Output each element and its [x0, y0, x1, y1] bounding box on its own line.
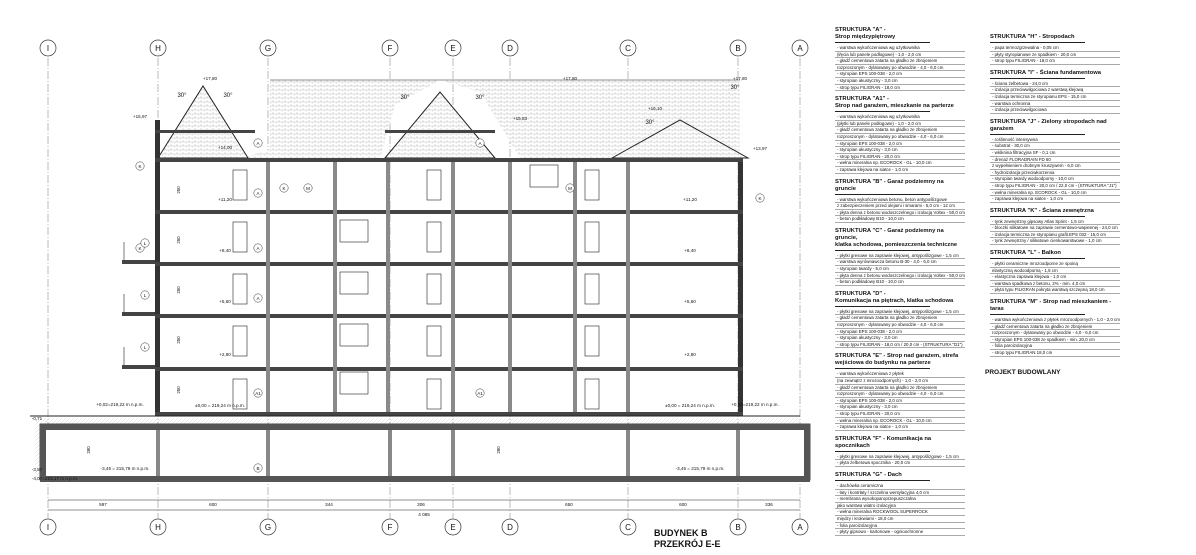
structure-tag: K — [138, 164, 142, 169]
structure-layer: - gładź cementowa zatarta na gładko ze zbrojeniem — [835, 58, 965, 65]
structure-tag: A — [256, 246, 260, 251]
dimension-label: 650 — [565, 502, 573, 507]
structure-tag: K — [758, 196, 762, 201]
floor-slab — [155, 367, 743, 371]
basement-column — [266, 430, 270, 476]
structure-layer: rozproszonym - dylatowany po obwodzie - 4,0 - 6,0 cm — [835, 65, 965, 72]
roof-angle: 30° — [177, 93, 187, 99]
title-underline — [835, 451, 930, 452]
structure-layer: (na zewnątrz z mrozoodpornych) - 1,0 - 2,0 cm — [835, 378, 965, 385]
structure-spec — [990, 34, 1120, 65]
structure-layer: - styropian akustyczny - 3,0 cm — [835, 147, 965, 154]
legend-column-2 — [990, 34, 1120, 362]
structure-tag: K — [282, 186, 286, 191]
interior-wall — [386, 162, 390, 412]
structure-layer: - warstwa wykończeniowa z płytek mrozoodpornych - 1,0 - 2,0 cm — [992, 317, 1120, 323]
structure-layer: między i krokwiami - 18,0 cm — [835, 516, 965, 523]
basement-column — [156, 430, 160, 476]
structure-layer: - strop typu FILIGRAN - 20,0 cm — [835, 411, 965, 418]
level-mark: -3,57 — [31, 467, 43, 472]
structure-tag: L — [143, 241, 147, 246]
title-underline — [835, 306, 930, 307]
structure-layer: - folia paroizolacyjna — [835, 523, 965, 530]
structure-layer: - wełna mineralna np. ECOROCK - GL - 10,0 cm — [835, 418, 965, 425]
axis-label-bottom: C — [625, 523, 631, 532]
structure-layer: - gładź cementowa zatarta na gładko ze zbrojeniem — [835, 127, 965, 134]
roof-gable-left — [158, 86, 248, 158]
structure-spec — [835, 353, 965, 430]
attic-slab-left — [155, 130, 255, 133]
door — [427, 222, 441, 252]
structure-layer: - wełna mineralna np. ECOROCK - GL - 10,0 cm — [835, 160, 965, 167]
interior-wall — [573, 162, 577, 412]
basement-wall-left — [40, 424, 46, 482]
level-mark: -3,45 = 215,79 m n.p.m. — [100, 466, 150, 471]
level-mark: +2,80 — [219, 352, 231, 357]
interior-wall — [333, 162, 337, 412]
door — [427, 274, 441, 304]
structure-layer: - zaprawa klejowa na siatce - 1,0 cm — [835, 424, 965, 431]
title-underline — [835, 368, 930, 369]
floor-height-label: 250 — [176, 336, 181, 344]
structure-tag: A1 — [477, 391, 483, 396]
level-mark: +5,60 — [684, 299, 696, 304]
structure-title: STRUKTURA "A" - — [835, 27, 886, 33]
structure-layer: - łaty i kontrłaty / szczelina wentylacyjna 4,0 cm — [835, 490, 965, 497]
roof-angle: 30° — [223, 93, 233, 99]
level-mark: +8,40 — [219, 248, 231, 253]
structure-subtitle: Komunikacja na piętrach, klatka schodowa — [835, 297, 954, 304]
title-block — [654, 528, 721, 550]
axis-label-bottom: H — [155, 523, 161, 532]
structure-layer: - styropian EPS 100-038 ze spadkiem - min. 20,0 cm — [990, 337, 1120, 344]
structure-layer: - roślinność intensywna — [990, 137, 1120, 144]
structure-spec — [990, 208, 1120, 245]
structure-subtitle: Strop nad garażem, mieszkanie na parterze — [835, 103, 954, 110]
structure-layer: - ściana żelbetowa - 24,0 cm — [990, 81, 1120, 88]
structure-layer: elastyczną wodoodporną - 1,5 cm — [990, 268, 1120, 275]
structure-title: STRUKTURA "C" - Garaż podziemny na gruncie, — [835, 227, 944, 241]
structure-layer: rozproszonym - dylatowany po obwodzie - 4,0 - 6,0 cm — [835, 391, 965, 398]
structure-layer: z wypełnieniem drobnym kruszywem - 6,0 cm — [990, 163, 1120, 170]
dimension-label: 306 — [417, 502, 425, 507]
structure-layer: - warstwa wykończeniowa z płytek — [835, 371, 965, 378]
level-mark: -4,07=215,17 m n.p.m. — [31, 476, 79, 481]
structure-layer: - warstwa wykończeniowa betonu, beton antypoślizgowe — [835, 197, 965, 204]
title-underline — [835, 111, 930, 112]
floor-height-label: 250 — [176, 386, 181, 394]
title-underline — [990, 258, 1085, 259]
door — [233, 326, 247, 356]
axis-label-bottom: B — [735, 523, 741, 532]
structure-layer: - substrat - 30,0 cm — [990, 143, 1120, 150]
structure-title: STRUKTURA "L" - Balkon — [990, 250, 1061, 257]
axis-label-bottom: E — [450, 523, 456, 532]
structure-layer: - styropian EPS 100-038 - 2,0 cm — [835, 398, 965, 405]
structure-layer: - strop typu FILIGRAN - 18,0 cm — [835, 85, 965, 92]
door — [585, 170, 599, 200]
level-mark: ±0,00 = 219,24 m n.p.m. — [665, 403, 715, 408]
level-mark: +11,20 — [683, 197, 697, 202]
structure-tag: A — [478, 141, 482, 146]
structure-layer: - płytki ceramiczne mrozoodporne ze spoiną — [990, 261, 1120, 268]
structure-spec — [835, 228, 965, 286]
axis-label-top: A — [797, 44, 803, 53]
basement-floor-slab — [40, 476, 810, 482]
structure-title: STRUKTURA "B" - Garaż podziemny na gruncie — [835, 178, 944, 192]
structure-spec — [835, 436, 965, 467]
level-mark: +13,97 — [752, 146, 768, 151]
door — [427, 326, 441, 356]
structure-layer: - beton podkładowy B10 - 10,0 cm — [835, 216, 965, 223]
structure-tag: A — [256, 141, 260, 146]
level-mark: -3,45 = 215,79 m n.p.m. — [675, 466, 725, 471]
door — [233, 222, 247, 252]
axis-label-bottom: A — [797, 523, 803, 532]
structure-tag: A1 — [255, 391, 261, 396]
structure-layer: - płyty gipsowo - kartonowe - ognioochronne — [835, 529, 965, 536]
structure-title: STRUKTURA "K" - Ściana zewnętrzna — [990, 207, 1094, 214]
structure-spec — [990, 250, 1120, 294]
door — [585, 326, 599, 356]
axis-label-top: F — [387, 44, 393, 53]
level-mark: +17,80 — [732, 76, 748, 81]
structure-tag: A — [256, 296, 260, 301]
structure-layer: - styropian EPS 100-038 - 2,0 cm — [835, 141, 965, 148]
structure-title: STRUKTURA "D" - — [835, 290, 886, 297]
structure-layer: - zaprawa klejowa na siatce - 1,0 cm — [835, 167, 965, 174]
structure-subtitle: klatka schodowa, pomieszczenia techniczne — [835, 241, 958, 248]
axis-label-top: C — [625, 44, 631, 53]
building-title: BUDYNEK B — [654, 528, 708, 538]
structure-layer: - dachówka ceramiczna — [835, 483, 965, 490]
structure-layer: - płyta typu FILIGRAN pokryta warstwą szczepną 18,0 cm — [990, 287, 1120, 294]
structure-layer: - styropian twardy - 5,0 cm — [835, 266, 965, 273]
door — [585, 222, 599, 252]
basement-space — [40, 424, 810, 480]
structure-layer: - wełna mineralna ROCKWOOL SUPERROCK — [835, 509, 965, 516]
structure-layer: - warstwa wykończeniowa wg użytkownika — [835, 45, 965, 52]
floor-height-label: 280 — [86, 446, 91, 454]
structure-layer: - płyta denna z betonu wodoszczelnego i izolacją Voltex - 50,0 cm — [837, 272, 965, 278]
structure-spec — [990, 119, 1120, 203]
structure-layer: - tynk zewnętrzny gipsowy Atlas Sprint - 1,5 cm — [990, 219, 1120, 226]
level-mark: +16,10 — [647, 106, 663, 111]
balcony-slab — [122, 312, 155, 316]
level-mark: +15,97 — [132, 114, 148, 119]
roof-angle: 30° — [400, 95, 410, 101]
level-mark: +2,80 — [684, 352, 696, 357]
level-mark: ±0,00 = 219,24 m n.p.m. — [195, 403, 245, 408]
structure-layer: - styropian twardy wodoodporny - 10,0 cm — [990, 176, 1120, 183]
basement-wall-right — [804, 424, 810, 482]
window — [340, 324, 368, 346]
level-mark: +15,53 — [512, 116, 528, 121]
title-underline — [835, 480, 930, 481]
axis-label-top: G — [264, 44, 272, 53]
structure-layer: - strop typu FILIGRAN - 18,0 cm — [990, 58, 1120, 65]
structure-layer: rozproszonym - dylatowany po obwodzie - 4,0 - 6,0 cm — [835, 322, 965, 329]
axis-label-top: E — [450, 44, 456, 53]
structure-layer: rozproszonym - dylatowany po obwodzie - 4,0 - 6,0 cm — [990, 330, 1120, 337]
title-underline — [835, 250, 930, 251]
floor-slab — [155, 158, 743, 162]
structure-tag: K — [138, 246, 142, 251]
structure-layer: - folia paroizolacyjna — [990, 343, 1120, 350]
axis-label-top: D — [507, 44, 513, 53]
structure-subtitle: Strop międzypiętrowy — [835, 34, 896, 40]
structure-layer: - płytki gresowe na zaprawie klejowej, antypoślizgowe - 1,5 cm — [835, 253, 965, 260]
floor-height-label: 280 — [496, 446, 501, 454]
structure-layer: - styropian akustyczny - 3,0 cm — [835, 78, 965, 85]
structure-layer: - styropian akustyczny - 3,0 cm — [835, 335, 965, 342]
interior-wall — [626, 162, 630, 412]
structure-tag: M — [568, 186, 572, 191]
basement-roof-slab — [40, 424, 810, 430]
roof-angle: 30° — [730, 85, 740, 91]
floor-height-label: 250 — [176, 186, 181, 194]
structure-layer: - papa termozgrzewalna - 0,05 cm — [990, 45, 1120, 52]
structure-tag: L — [143, 293, 147, 298]
structure-layer: - drenaż FLORADRAIN FD 60 — [990, 157, 1120, 164]
wall-right — [738, 158, 743, 412]
structure-layer: - płytki gresowe na zaprawie klejowej, antypoślizgowe - 1,5 cm — [835, 309, 965, 316]
interior-wall — [508, 162, 512, 412]
title-underline — [835, 194, 930, 195]
structure-layer: - włóknina filtracyjna SF - 0,1 cm — [990, 150, 1120, 157]
structure-layer: - styropian akustyczny - 3,0 cm — [835, 404, 965, 411]
level-mark: +0,02=219,22 m n.p.m. — [96, 402, 144, 407]
structure-title: STRUKTURA "J" - Zielony stropodach nad garażem — [990, 118, 1107, 132]
roof-angle: 30° — [645, 120, 655, 126]
structure-tag: M — [306, 186, 310, 191]
roof-gable-center — [385, 92, 495, 158]
floor-slab — [155, 210, 743, 214]
structure-layer: (ł/ęcia lub panele podłogowe) - 1,0 - 2,0 cm — [835, 52, 965, 59]
structure-layer: - strop typu FILIGRAN - 20,0 cm / 22,0 cm - (STRUKTURA "J1") — [990, 183, 1120, 190]
structure-title: STRUKTURA "M" - Strop nad mieszkaniem - taras — [990, 299, 1112, 313]
structure-layer: - membrana wysokoparoprzepuszczalna — [835, 496, 965, 503]
structure-title: STRUKTURA "G" - Dach — [835, 471, 902, 478]
level-mark: +17,80 — [562, 76, 578, 81]
structure-layer: - gładź cementowa zatarta na gładko ze zbrojeniem — [835, 315, 965, 322]
structure-spec — [990, 70, 1120, 114]
structure-title: STRUKTURA "A1" - — [835, 96, 889, 103]
dimension-label: 600 — [209, 502, 217, 507]
structure-layer: - strop typu FILIGRAN - 18,0 cm / 20,0 cm - (STRUKTURA "D1") — [835, 342, 965, 349]
level-mark: -0,71 — [31, 416, 43, 421]
structure-subtitle: wejściowa do budynku na parterze — [835, 360, 931, 367]
structure-tag: A — [256, 191, 260, 196]
basement-column — [736, 430, 740, 476]
title-underline — [990, 134, 1085, 135]
structure-layer: - beton podkładowy B10 - 10,0 cm — [835, 279, 965, 286]
title-underline — [990, 216, 1085, 217]
floor-slab — [155, 412, 743, 416]
structure-title: STRUKTURA "I" - Ściana fundamentowa — [990, 69, 1101, 76]
level-mark: +5,60 — [219, 299, 231, 304]
axis-label-bottom: D — [507, 523, 513, 532]
legend-column-1 — [835, 27, 965, 541]
interior-wall — [451, 162, 455, 412]
interior-wall — [266, 162, 270, 412]
level-mark: +8,40 — [684, 248, 696, 253]
roof-angle: 30° — [475, 95, 485, 101]
window — [340, 272, 368, 294]
floor-slab — [155, 314, 743, 318]
structure-layer: jako warstwa wiatro izolacyjna — [835, 503, 965, 510]
structure-layer: z zabezpieczeniem przed olejami i smarami - 5,0 cm - 12 cm — [835, 203, 965, 210]
door — [585, 379, 599, 409]
axis-label-top: H — [155, 44, 161, 53]
structure-title: STRUKTURA "E" - Strop nad garażem, strefa — [835, 353, 959, 360]
floor-slab — [155, 262, 743, 266]
structure-layer: - warstwa ochronna — [990, 101, 1120, 108]
basement-column — [626, 430, 630, 476]
balcony-slab — [122, 365, 155, 369]
structure-spec — [835, 291, 965, 349]
window — [340, 372, 368, 394]
basement-column — [451, 430, 455, 476]
structure-layer: - hydroizolacja przeciwkorzenna — [990, 170, 1120, 177]
title-underline — [835, 42, 930, 43]
structure-layer: - warstwa spadkowa z betonu, 2% - min. 4,0 cm — [990, 281, 1120, 288]
axis-label-bottom: F — [387, 523, 393, 532]
structure-layer: - płyta denna z betonu wodoszczelnego i izolacją Voltex - 50,0 cm — [837, 209, 965, 215]
balcony-slab — [122, 260, 155, 264]
structure-layer: - izolacja przeciwwilgociowa z warstwą klejową — [990, 87, 1120, 94]
attic-slab-center — [385, 130, 495, 133]
door — [233, 274, 247, 304]
structure-spec — [835, 472, 965, 536]
structure-layer: - tynk zewnętrzny / silikatowe cienkowarstwowe - 1,0 cm — [990, 238, 1120, 245]
structure-tag: L — [143, 345, 147, 350]
structure-layer: - strop typu FILIGRAN 18,0 cm — [990, 350, 1120, 357]
dimension-label: 600 — [679, 502, 687, 507]
structure-layer: - izolacja termiczna ze styropianu grafit.EPS 032 - 15,0 cm — [990, 232, 1120, 239]
structure-layer: - izolacja przeciwwilgociowa — [990, 107, 1120, 114]
dimension-label: 4 085 — [418, 512, 430, 517]
door — [585, 274, 599, 304]
structure-layer: - bloczki silikatowe na zaprawie cementowo-wapiennej - 24,0 cm — [990, 225, 1120, 232]
structure-layer: - izolacja termiczna ze styropianu EPS - 15,0 cm — [990, 94, 1120, 101]
door — [233, 170, 247, 200]
axis-label-bottom: I — [46, 523, 50, 532]
structure-layer: - elastyczna zaprawa klejowa - 1,0 cm — [990, 274, 1120, 281]
structure-title: STRUKTURA "F" - Komunikacja na spocznikach — [835, 435, 932, 449]
structure-layer: (płytki lub panele podłogowe) - 1,0 - 2,0 cm — [835, 121, 965, 128]
structure-spec — [835, 27, 965, 91]
basement-column — [388, 430, 392, 476]
structure-layer: - warstwa wyrównawcza betonu B-30 - 4,0 - 6,0 cm — [835, 259, 965, 266]
floor-height-label: 250 — [176, 236, 181, 244]
dimension-label: 344 — [325, 502, 333, 507]
level-mark: +0,02=219,22 m n.p.m. — [731, 402, 779, 407]
level-mark: +11,20 — [218, 197, 232, 202]
structure-layer: - warstwa wykończeniowa wg użytkownika — [835, 114, 965, 121]
dimension-label: 597 — [99, 502, 107, 507]
project-label: PROJEKT BUDOWLANY — [985, 369, 1061, 376]
structure-spec — [835, 96, 965, 173]
axis-label-bottom: G — [264, 523, 272, 532]
title-underline — [990, 314, 1085, 315]
structure-layer: - zaprawa klejowa na siatce - 1,0 cm — [990, 196, 1120, 203]
structure-spec — [990, 299, 1120, 357]
level-mark: +17,80 — [202, 76, 218, 81]
window — [340, 220, 368, 242]
dimension-label: 336 — [765, 502, 773, 507]
title-underline — [990, 42, 1085, 43]
structure-layer: - wełna mineralna np. ECOROCK - GL - 10,0 cm — [990, 190, 1120, 197]
structure-layer: - płytki gresowe na zaprawie klejowej, antypoślizgowe - 1,5 cm — [835, 454, 965, 461]
structure-title: STRUKTURA "H" - Stropodach — [990, 34, 1075, 40]
structure-layer: - styropian EPS 100-038 - 2,0 cm — [835, 71, 965, 78]
structure-tag: B — [256, 466, 260, 471]
structure-layer: - płyta żelbetowa spocznika - 20,0 cm — [835, 460, 965, 467]
door — [427, 379, 441, 409]
level-mark: +14,00 — [217, 145, 233, 150]
structure-layer: - gładź cementowa zatarta na gładko ze zbrojeniem — [835, 385, 965, 392]
structure-layer: - gładź cementowa zatarta na gładko ze zbrojeniem — [990, 324, 1120, 331]
door — [427, 170, 441, 200]
axis-label-top: B — [735, 44, 741, 53]
structure-layer: - strop typu FILIGRAN - 20,0 cm — [835, 154, 965, 161]
structure-layer: - płyty styropianowe ze spadkiem - 20,0 cm — [990, 52, 1120, 59]
structure-layer: rozproszonym - dylatowany po obwodzie - 4,0 - 6,0 cm — [835, 134, 965, 141]
floor-height-label: 250 — [176, 286, 181, 294]
title-underline — [990, 78, 1085, 79]
structure-spec — [835, 179, 965, 223]
axis-label-top: I — [46, 44, 50, 53]
window — [530, 165, 558, 187]
section-title: PRZEKRÓJ E-E — [654, 539, 721, 549]
structure-layer: - styropian EPS 100-038 - 2,0 cm — [835, 329, 965, 336]
